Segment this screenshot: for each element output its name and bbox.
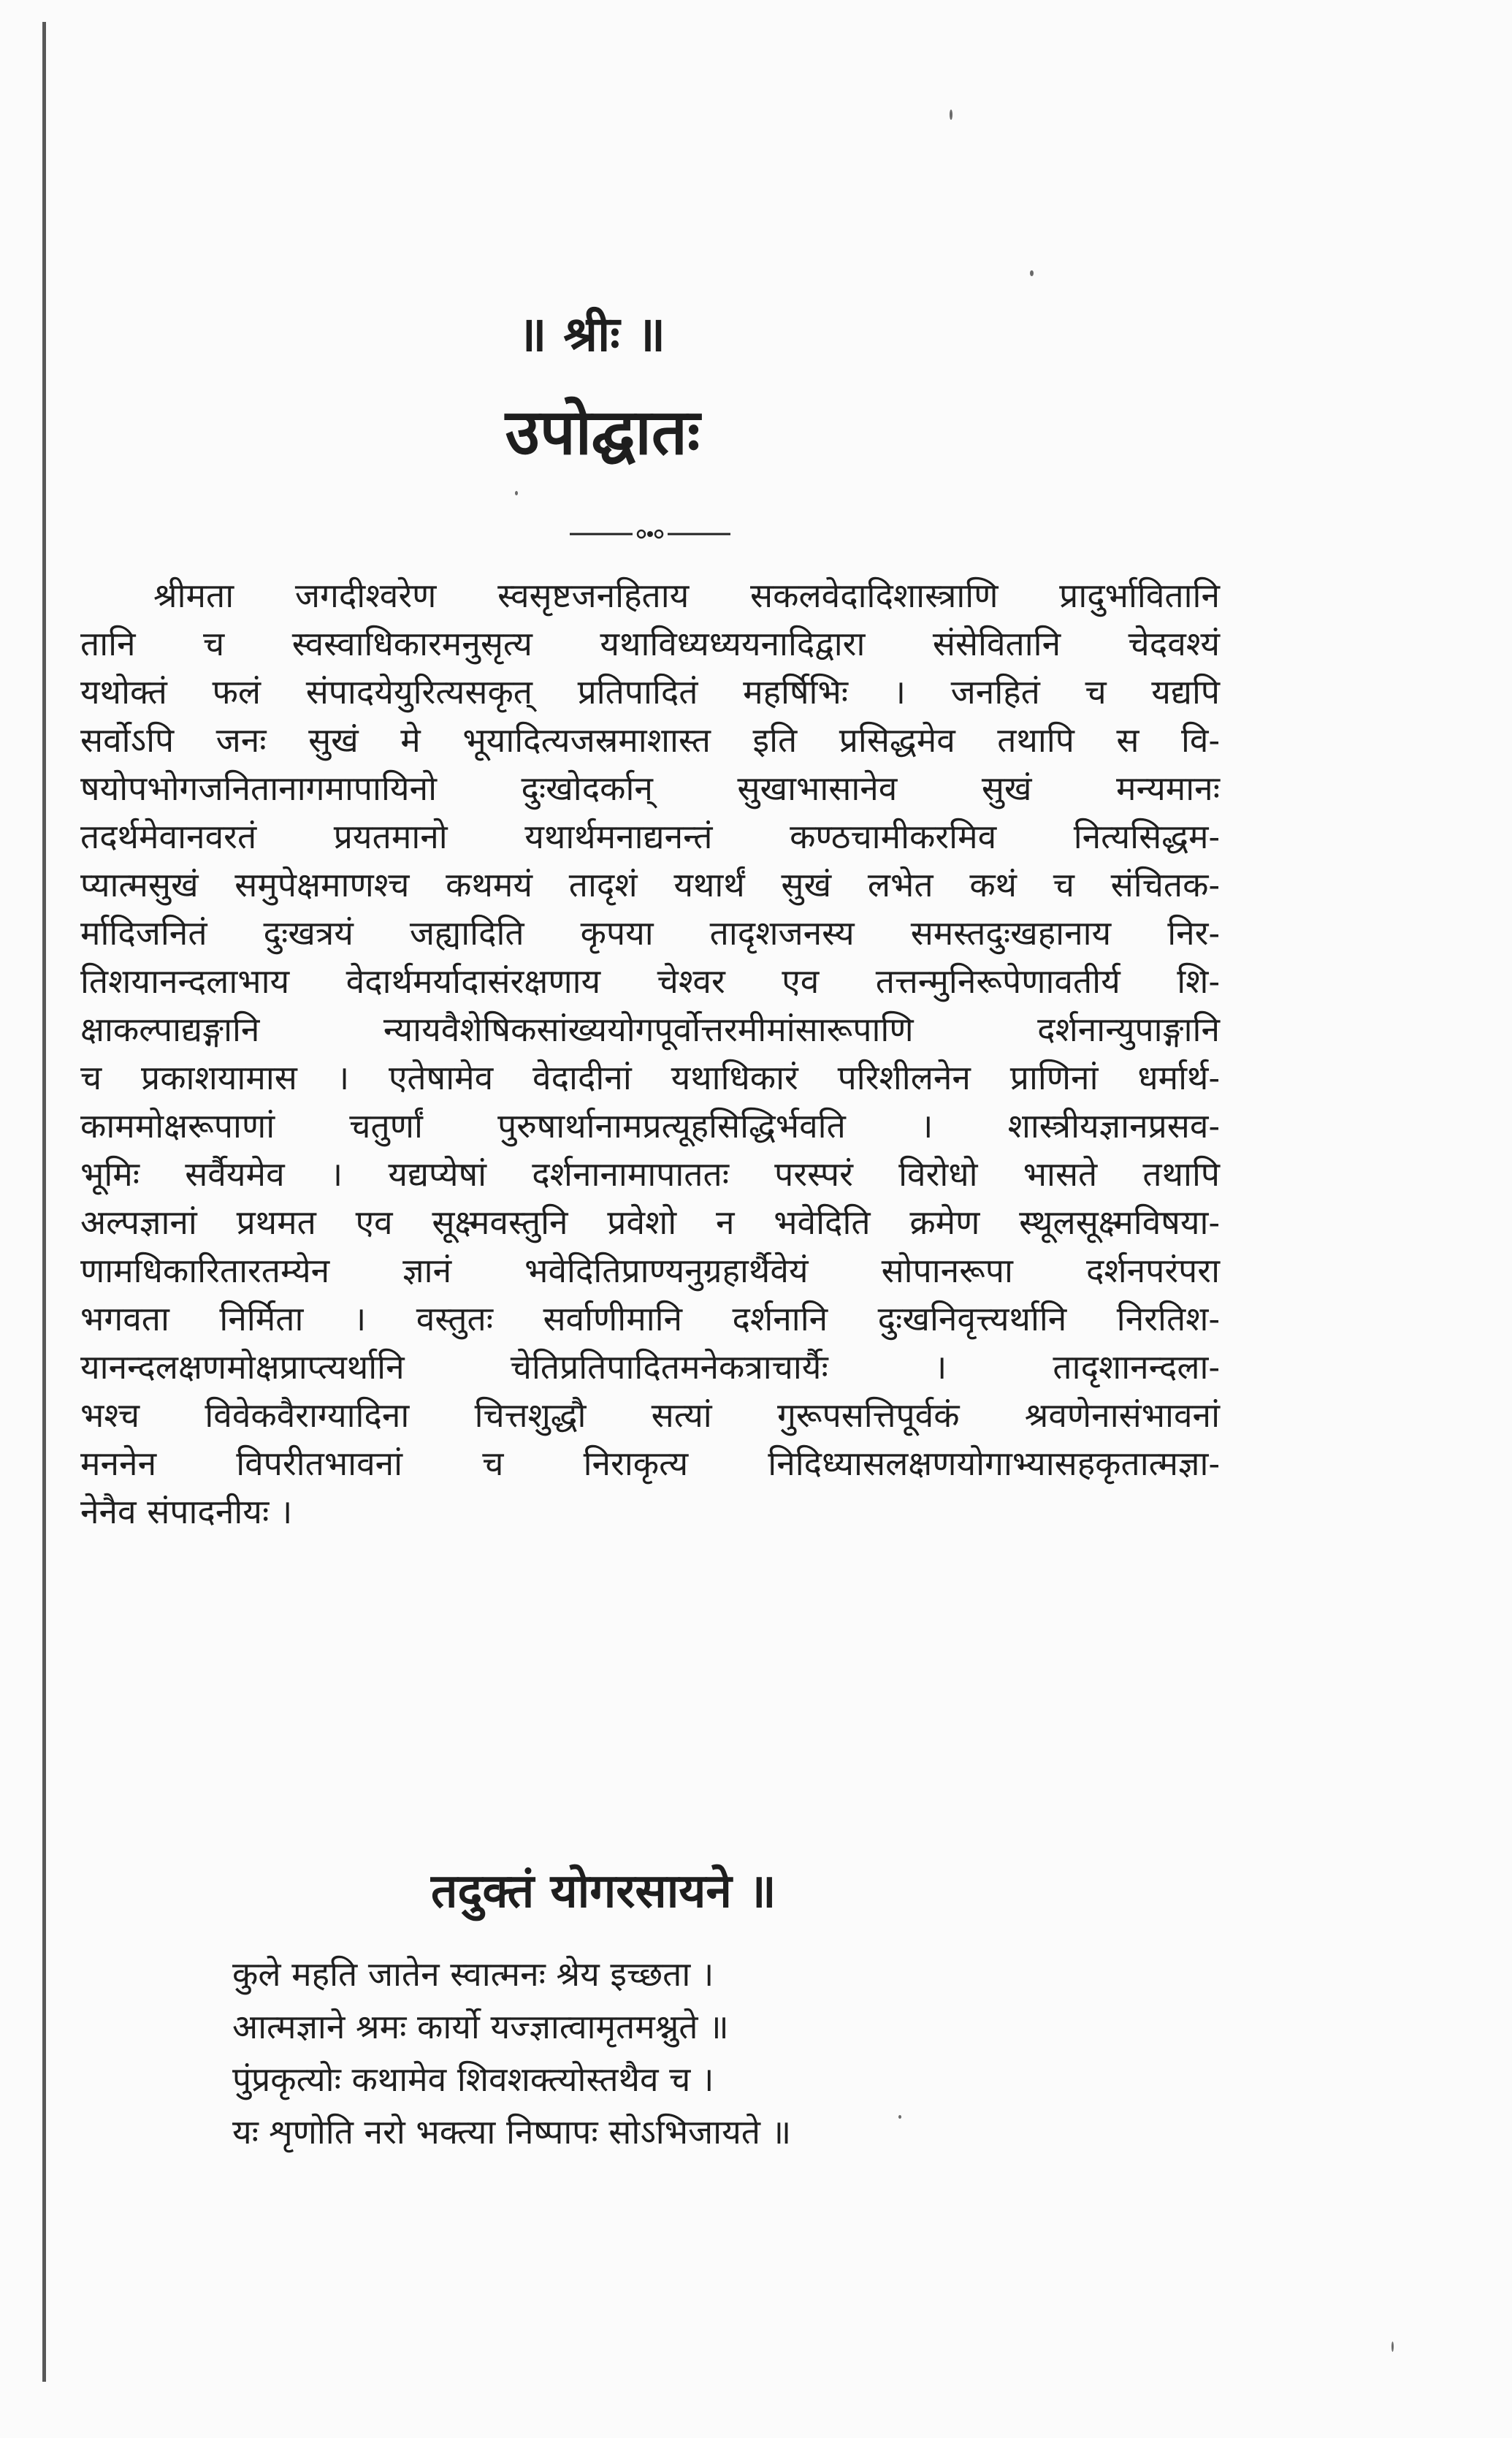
- body-line: णामधिकारितारतम्येन ज्ञानं भवेदितिप्राण्यनुग्रहार्थैवेयं सोपानरूपा दर्शनपरंपरा: [80, 1251, 1220, 1290]
- body-line: षयोपभोगजनितानागमापायिनो दुःखोदर्कान् सुखाभासानेव सुखं मन्यमानः: [80, 769, 1220, 808]
- page-title: उपोद्घातः: [505, 395, 700, 469]
- print-speck: [1030, 270, 1034, 276]
- body-line: भगवता निर्मिता । वस्तुतः सर्वाणीमानि दर्शनानि दुःखनिवृत्त्यर्थानि निरतिश-: [80, 1299, 1220, 1338]
- invocation-line: ॥ श्रीः ॥: [517, 305, 666, 362]
- binding-edge-line: [42, 22, 46, 2382]
- body-line: क्षाकल्पाद्यङ्गानि न्यायवैशेषिकसांख्ययोगपूर्वोत्तरमीमांसारूपाणि दर्शनान्युपाङ्गानि: [80, 1010, 1220, 1049]
- print-speck: [898, 2115, 901, 2119]
- body-line: अल्पज्ञानां प्रथमत एव सूक्ष्मवस्तुनि प्रवेशो न भवेदिति क्रमेण स्थूलसूक्ष्मविषया-: [80, 1203, 1220, 1242]
- section-subheading: तदुक्तं योगरसायने ॥: [431, 1864, 776, 1919]
- body-line: सर्वोऽपि जनः सुखं मे भूयादित्यजस्रमाशास्त इति प्रसिद्धमेव तथापि स वि-: [80, 720, 1220, 760]
- verse-line: पुंप्रकृत्योः कथामेव शिवशक्त्योस्तथैव च ।: [232, 2060, 714, 2099]
- body-line: काममोक्षरूपाणां चतुर्णां पुरुषार्थानामप्रत्यूहसिद्धिर्भवति । शास्त्रीयज्ञानप्रसव-: [80, 1106, 1220, 1146]
- verse-line: कुले महति जातेन स्वात्मनः श्रेय इच्छता ।: [232, 1954, 714, 1994]
- print-speck: [515, 491, 518, 495]
- ornament-divider: [570, 529, 730, 539]
- print-speck: [1391, 2342, 1394, 2352]
- body-line: तानि च स्वस्वाधिकारमनुसृत्य यथाविध्यध्ययनादिद्वारा संसेवितानि चेदवश्यं: [80, 624, 1220, 663]
- body-line: र्मादिजनितं दुःखत्रयं जह्यादिति कृपया तादृशजनस्य समस्तदुःखहानाय निर-: [80, 913, 1220, 953]
- body-line: तदर्थमेवानवरतं प्रयतमानो यथार्थमनाद्यनन्तं कण्ठचामीकरमिव नित्यसिद्धम-: [80, 817, 1220, 856]
- verse-line: आत्मज्ञाने श्रमः कार्यो यज्ज्ञात्वामृतमश्नुते ॥: [232, 2007, 729, 2046]
- body-line: तिशयानन्दलाभाय वेदार्थमर्यादासंरक्षणाय चेश्वर एव तत्तन्मुनिरूपेणावतीर्य शि-: [80, 961, 1220, 1001]
- verse-block: [232, 1948, 791, 2158]
- body-line: श्रीमता जगदीश्वरेण स्वसृष्टजनहिताय सकलवेदादिशास्त्राणि प्रादुर्भावितानि: [153, 576, 1220, 615]
- body-line: च प्रकाशयामास । एतेषामेव वेदादीनां यथाधिकारं परिशीलनेन प्राणिनां धर्मार्थ-: [80, 1058, 1220, 1097]
- introduction-paragraph: [80, 571, 1220, 1536]
- body-line: यथोक्तं फलं संपादयेयुरित्यसकृत् प्रतिपादितं महर्षिभिः । जनहितं च यद्यपि: [80, 672, 1220, 712]
- body-line: भूमिः सर्वैयमेव । यद्यप्येषां दर्शनानामापाततः परस्परं विरोधो भासते तथापि: [80, 1154, 1220, 1194]
- body-line: नेनैव संपादनीयः ।: [80, 1492, 293, 1531]
- body-line: भश्च विवेकवैराग्यादिना चित्तशुद्धौ सत्यां गुरूपसत्तिपूर्वकं श्रवणेनासंभावनां: [80, 1395, 1220, 1435]
- body-line: मननेन विपरीतभावनां च निराकृत्य निदिध्यासलक्षणयोगाभ्यासहकृतात्मज्ञा-: [80, 1444, 1220, 1483]
- print-speck: [950, 110, 952, 120]
- body-line: प्यात्मसुखं समुपेक्षमाणश्च कथमयं तादृशं यथार्थं सुखं लभेत कथं च संचितक-: [80, 865, 1220, 904]
- body-line: यानन्दलक्षणमोक्षप्राप्त्यर्थानि चेतिप्रतिपादितमनेकत्राचार्यैः । तादृशानन्दला-: [80, 1347, 1220, 1387]
- verse-line: यः शृणोति नरो भक्त्या निष्पापः सोऽभिजायते ॥: [232, 2112, 792, 2152]
